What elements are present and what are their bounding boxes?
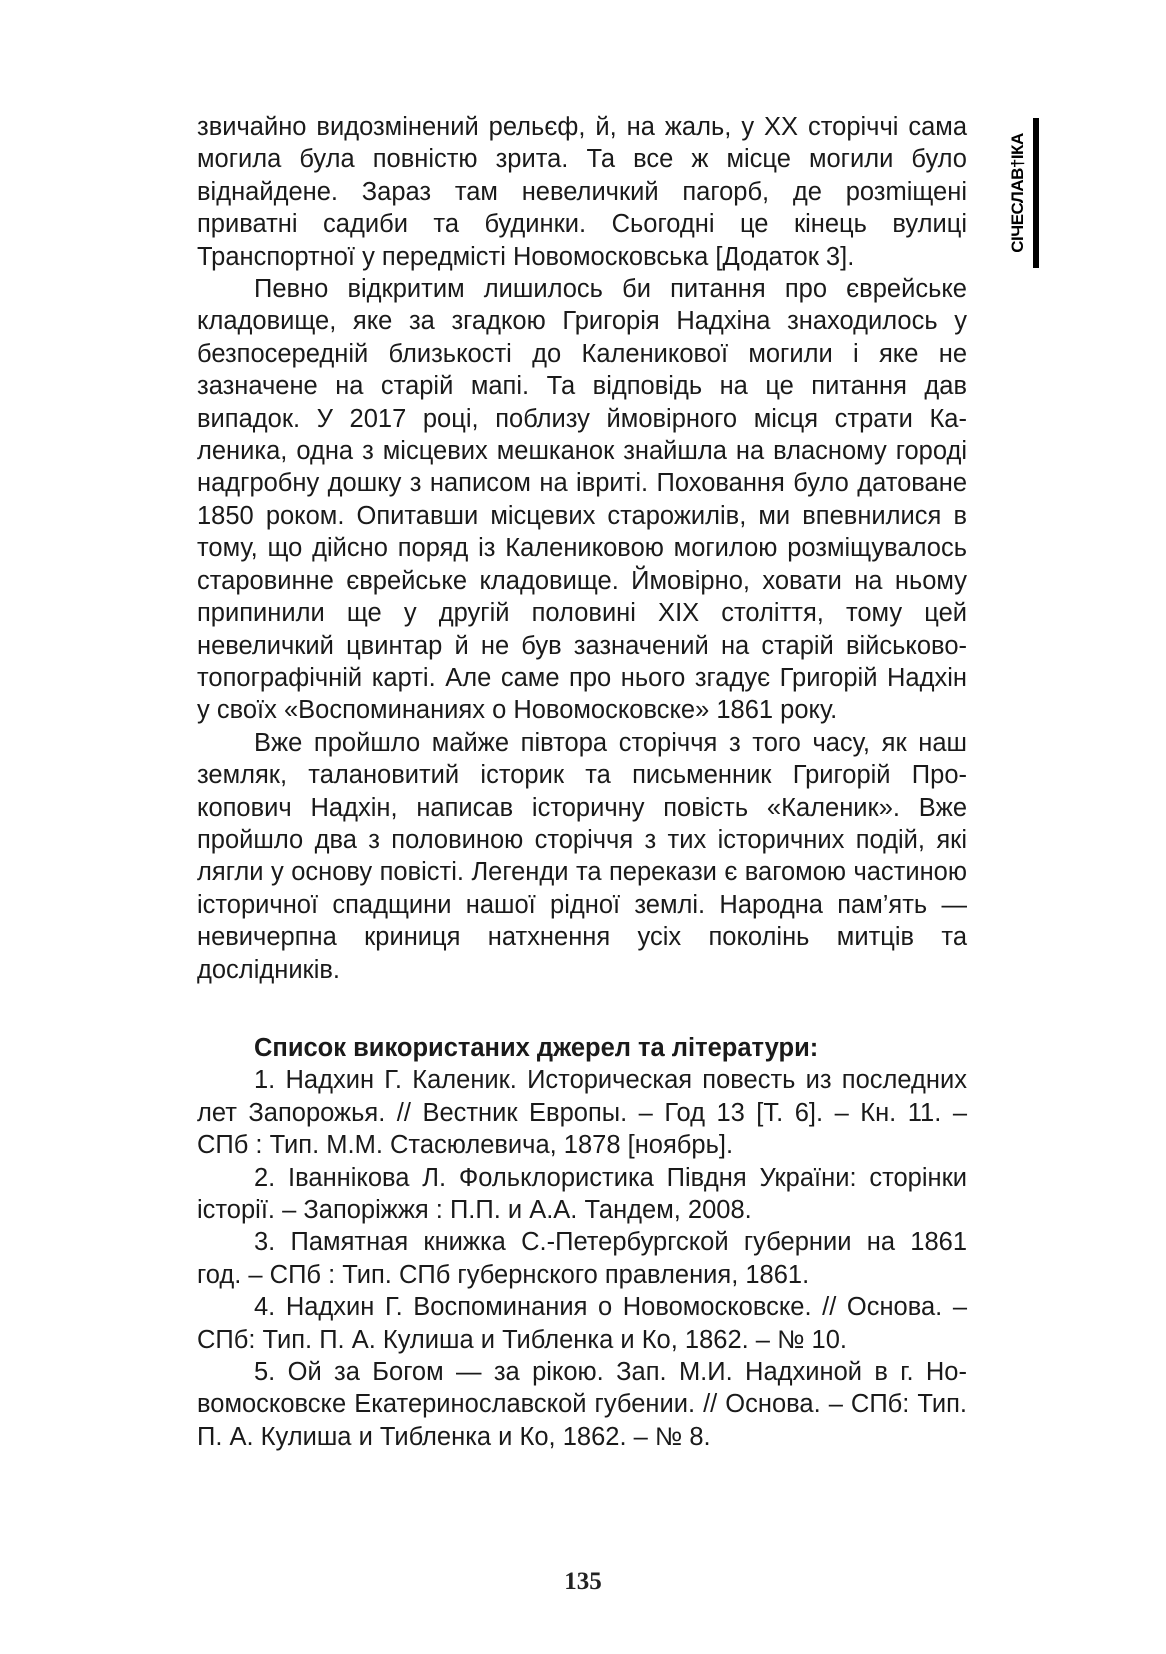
reference-item: 1. Надхин Г. Каленик. Историческая повесть из последних лет Запорожья. // Вестник Европы. – Год 13 [Т. 6]. – Кн. 11. – СПб : Тип. М.М. Стасюлевича, 1878 [ноябрь]. (197, 1066, 967, 1160)
reference-item: 3. Памятная книжка С.-Петербургской губернии на 1861 год. – СПб : Тип. СПб губернского правления, 1861. (197, 1228, 967, 1289)
main-text (197, 111, 967, 1453)
reference-item: 2. Іваннікова Л. Фольклористика Півдня України: сторінки історії. – Запоріжжя : П.П. и А.А. Тандем, 2008. (197, 1163, 967, 1224)
references-heading: Список використаних джерел та літератури: (254, 1033, 819, 1062)
paragraph: звичайно видозмінений рельєф, й, на жаль, у ХХ сторіччі сама могила була повністю зрита. Та все ж місце могили було віднайдене. Зараз там невеличкий пагорб, де розmіщені приватні садиби та будинки. Сьогодні це кінець вулиці Транспортної у передмісті Новомосковська [Додаток 3]. (197, 113, 967, 271)
reference-item: 5. Ой за Богом — за рікою. Зап. М.И. Надхиной в г. Новомосковске Екатеринославской губении. // Основа. – СПб: Тип. П. А. Кулиша и Тибленка и Ко, 1862. – № 8. (197, 1358, 967, 1451)
paragraph: Певно відкритим лишилось би питання про єврейське кладовище, яке за згадкою Григорія Надхіна знаходилось у безпосередній близькості до Каленикової могили і яке не зазначене на старій мапі. Та відповідь на це питання дав випадок. У 2017 році, поблизу ймовірного місця страти Каленика, одна з місцевих мешканок знайшла на власному городі надгробну дошку з написом на івриті. Поховання було датоване 1850 роком. Опитавши місцевих старожилів, ми впевнилися в тому, що дійсно поряд із Калениковою могилою розміщувалось старовинне єврейське кладовище. Ймовірно, ховати на ньому припинили ще у другій половині ХІХ століття, тому цей невеличкий цвинтар й не був зазначений на старій військово-топографічній карті. Але саме про нього згадує Григорій Надхін у своїх «Воспоминаниях о Новомосковске» 1861 року. (197, 275, 967, 725)
page-number: 135 (564, 1568, 602, 1595)
publisher-logo (1001, 118, 1045, 268)
paragraph: Вже пройшло майже півтора сторіччя з того часу, як наш земляк, талановитий історик та письменник Григорій Прокопович Надхін, написав історичну повість «Каленик». Вже пройшло два з половиною сторіччя з тих історичних подій, які лягли у основу повісті. Легенди та перекази є вагомою частиною історичної спадщини нашої рідної землі. Народна пам’ять — невичерпна криниця натхнення усіх поколінь митців та дослідників. (197, 728, 967, 984)
reference-item: 4. Надхин Г. Воспоминания о Новомосковске. // Основа. – СПб: Тип. П. А. Кулиша и Тибленка и Ко, 1862. – № 10. (197, 1293, 967, 1354)
logo-text: СІЧЕСЛАВ†ІКА (1008, 133, 1027, 253)
logo-bar (1033, 118, 1039, 268)
